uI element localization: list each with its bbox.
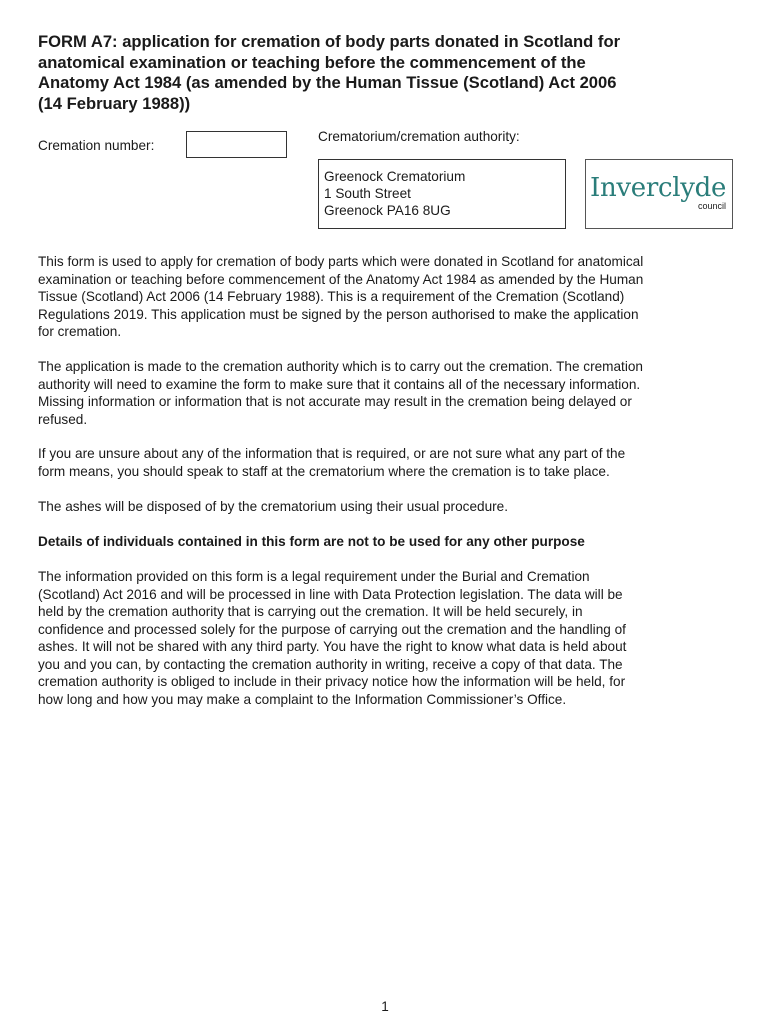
logo-wordmark: Inverclyde [590,173,727,203]
paragraph-line: Tissue (Scotland) Act 2006 (14 February 1988). This is a requirement of the Cremation (Scotland) [38,289,625,304]
address-line: 1 South Street [324,186,411,201]
title-line: (14 February 1988)) [38,93,191,113]
ashes-paragraph [38,498,738,516]
paragraph-line: Missing information or information that is not accurate may result in the cremation being delayed or [38,394,632,409]
paragraph-line: The information provided on this form is a legal requirement under the Burial and Cremation [38,569,590,584]
data-protection-paragraph [38,568,738,708]
privacy-heading [38,533,738,551]
title-line: anatomical examination or teaching before the commencement of the [38,52,586,72]
paragraph-line: form means, you should speak to staff at the crematorium where the cremation is to take place. [38,463,610,479]
paragraph-line: for cremation. [38,324,122,339]
paragraph-line: held by the cremation authority that is carrying out the cremation. It will be held securely, in [38,604,583,619]
paragraph-line: cremation authority is obliged to include in their privacy notice how the information will be held, for [38,674,626,689]
page-number: 1 [381,999,389,1014]
cremation-number-field[interactable] [186,131,287,158]
paragraph-line: Regulations 2019. This application must be signed by the person authorised to make the application [38,306,639,322]
crematorium-address-box [318,159,566,229]
paragraph-line: examination or teaching before commencement of the Anatomy Act 1984 as amended by the Human [38,271,644,287]
guidance-paragraph [38,445,738,480]
form-title [38,32,728,114]
title-line: FORM A7: application for cremation of body parts donated in Scotland for [38,32,621,51]
paragraph-line: confidence and processed solely for the purpose of carrying out the cremation and the handling of [38,621,626,637]
address-line: Greenock Crematorium [324,169,466,184]
paragraph-line: (Scotland) Act 2016 and will be processed in line with Data Protection legislation. The data will be [38,586,623,602]
paragraph-line: The application is made to the cremation authority which is to carry out the cremation. The cremation [38,359,643,374]
intro-paragraph [38,253,738,341]
logo-subtitle: council [697,201,726,211]
paragraph-line: ashes. It will not be shared with any third party. You have the right to know what data is held about [38,639,627,654]
paragraph-line: refused. [38,411,88,427]
heading-line: Details of individuals contained in this form are not to be used for any other purpose [38,534,585,549]
council-logo [585,159,733,229]
application-paragraph [38,358,738,428]
address-line: Greenock PA16 8UG [324,203,451,218]
paragraph-line: you and you can, by contacting the cremation authority in writing, receive a copy of that data. The [38,656,623,672]
crematorium-label: Crematorium/cremation authority: [318,129,520,144]
paragraph-line: This form is used to apply for cremation of body parts which were donated in Scotland for anatomical [38,254,644,269]
paragraph-line: If you are unsure about any of the information that is required, or are not sure what any part of the [38,446,626,461]
title-line: Anatomy Act 1984 (as amended by the Human Tissue (Scotland) Act 2006 [38,73,617,92]
paragraph-line: The ashes will be disposed of by the crematorium using their usual procedure. [38,499,508,514]
paragraph-line: how long and how you may make a complaint to the Information Commissioner’s Office. [38,691,567,707]
cremation-number-label: Cremation number: [38,138,155,153]
paragraph-line: authority will need to examine the form to make sure that it contains all of the necessary information. [38,376,641,392]
